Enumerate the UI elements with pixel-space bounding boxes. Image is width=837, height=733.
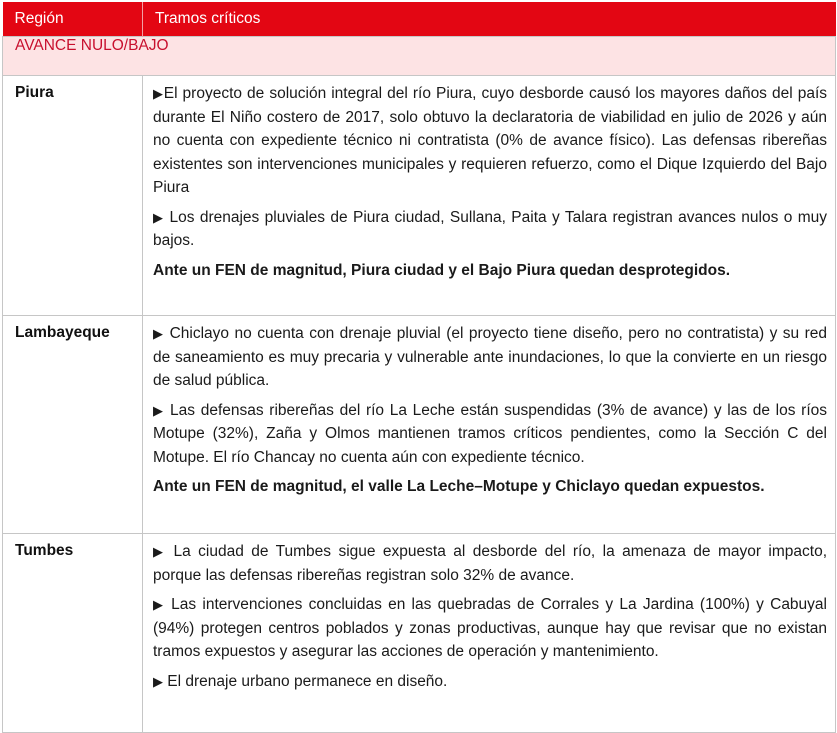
critical-sections-table xyxy=(2,2,836,733)
bullet-arrow-icon: ▶ xyxy=(153,86,164,101)
conclusion-text: Ante un FEN de magnitud, Piura ciudad y el Bajo Piura quedan desprotegidos. xyxy=(153,261,731,279)
region-name: Tumbes xyxy=(3,534,143,733)
region-name: Piura xyxy=(3,76,143,316)
bullet-item: ▶ La ciudad de Tumbes sigue expuesta al desborde del río, la amenaza de mayor impacto, porque las defensas ribereñas registran solo 32% de avance. xyxy=(153,543,828,584)
table-row xyxy=(3,76,836,316)
header-tramos: Tramos críticos xyxy=(143,2,836,37)
bullet-item: ▶ Los drenajes pluviales de Piura ciudad, Sullana, Paita y Talara registran avances nulos o muy bajos. xyxy=(153,208,827,249)
header-region: Región xyxy=(3,2,143,37)
bullet-arrow-icon: ▶ xyxy=(153,673,163,689)
bullet-arrow-icon: ▶ xyxy=(153,326,165,341)
region-details xyxy=(143,76,836,316)
table-row xyxy=(3,316,836,534)
bullet-item: ▶ Las defensas ribereñas del río La Leche están suspendidas (3% de avance) y las de los ríos Motupe (32%), Zaña y Olmos mantienen tramos críticos pendientes, como la Sección C del Motupe. El río Chancay no cuenta aún con expediente técnico. xyxy=(153,401,827,466)
bullet-arrow-icon: ▶ xyxy=(153,209,165,225)
table-row xyxy=(3,534,836,733)
bullet-item: ▶ Chiclayo no cuenta con drenaje pluvial (el proyecto tiene diseño, pero no contratista) y su red de saneamiento es muy precaria y vulnerable ante inundaciones, lo que la convierte en un riesgo de salud pública. xyxy=(153,325,828,389)
region-name: Lambayeque xyxy=(3,316,143,534)
bullet-arrow-icon: ▶ xyxy=(153,544,167,559)
bullet-item: ▶ El drenaje urbano permanece en diseño. xyxy=(153,672,448,690)
bullet-item: ▶ Las intervenciones concluidas en las quebradas de Corrales y La Jardina (100%) y Cabuyal (94%) protegen centros poblados y zonas productivas, aunque hay que revisar que no existan tramos expuestos y asegurar las acciones de operación y mantenimiento. xyxy=(153,596,827,660)
region-details xyxy=(143,316,836,534)
bullet-item: ▶El proyecto de solución integral del río Piura, cuyo desborde causó los mayores daños del país durante El Niño costero de 2017, solo obtuvo la declaratoria de viabilidad en julio de 2026 y aún no cuenta con expediente técnico ni contratista (0% de avance físico). Las defensas ribereñas existentes son intervenciones municipales y requieren refuerzo, como el Dique Izquierdo del Bajo Piura xyxy=(153,85,827,196)
section-row xyxy=(3,37,836,76)
bullet-arrow-icon: ▶ xyxy=(153,597,165,612)
conclusion-text: Ante un FEN de magnitud, el valle La Leche–Motupe y Chiclayo quedan expuestos. xyxy=(153,478,765,495)
bullet-arrow-icon: ▶ xyxy=(153,402,165,418)
table-header-row xyxy=(3,2,836,37)
section-title: AVANCE NULO/BAJO xyxy=(3,37,836,76)
region-details xyxy=(143,534,836,733)
